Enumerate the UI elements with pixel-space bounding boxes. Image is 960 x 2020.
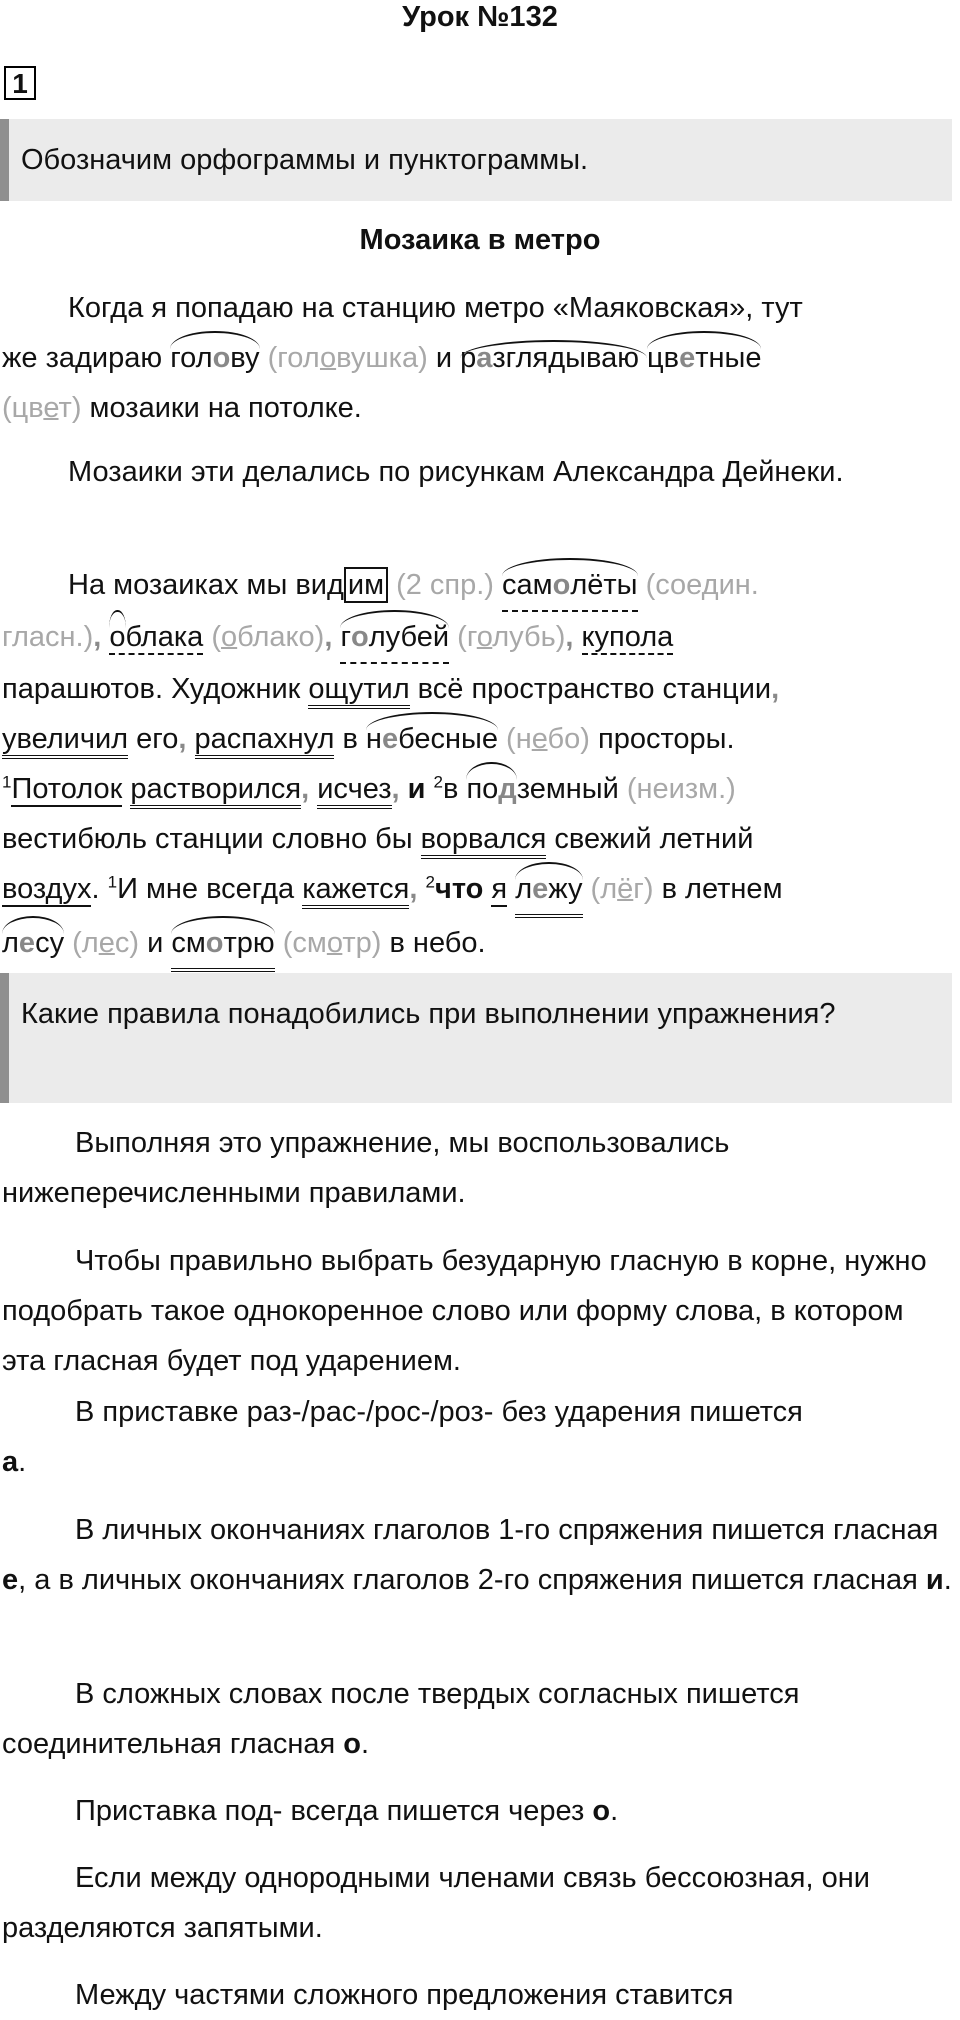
word-oshutil: ощутил: [308, 673, 409, 709]
text-paragraph-1: Когда я попадаю на станцию метро «Маяковская», тут же задираю голову (головушка) и разглядываю цветные (цвет) мозаики на потолке.: [2, 292, 803, 424]
rule-paragraph-8: Между частями сложного предложения ставится: [75, 1979, 734, 2011]
word-potolok: Потолок: [11, 773, 123, 805]
rule-paragraph-6: Приставка под- всегда пишется через о.: [75, 1795, 619, 1827]
exercise-number: 1: [4, 66, 36, 100]
word-raspahnul: распахнул: [195, 723, 335, 759]
rule-paragraph-1: Выполняя это упражнение, мы воспользовались нижеперечисленными правилами.: [2, 1127, 730, 1209]
word-vozduh: воздух: [2, 873, 92, 905]
word-uvelichil: увеличил: [2, 723, 128, 759]
rule-paragraph-4: В личных окончаниях глаголов 1-го спряжения пишется гласная е, а в личных окончаниях глаголов 2-го спряжения пишется гласная и.: [2, 1514, 952, 1596]
rule-paragraph-7: Если между однородными членами связь бессоюзная, они разделяются запятыми.: [2, 1862, 870, 1944]
task-2-text: Какие правила понадобились при выполнении упражнения?: [21, 998, 836, 1030]
word-tsvetnye: цветные: [647, 333, 761, 383]
rule-paragraph-2: Чтобы правильно выбрать безударную гласную в корне, нужно подобрать такое однокоренное слово или форму слова, в котором эта гласная будет под ударением.: [2, 1245, 927, 1377]
text-paragraph-3: На мозаиках мы вид им (2 спр.) самолёты (соедин. гласн.), облака (облако), голубей (голубь), купола парашютов. Художник ощутил всё пространство станции, увеличил его, распахнул в небесные (небо) просторы. $^1$Потолок растворился, исчез, и $^2$в подземный (неизм.) вестибюль станции словно бы ворвался свежий летний воздух. $^1$И мне всегда кажется, $^2$что я лежу (лёг) в летнем лесу (лес) и смотрю (смотр) в небо.: [2, 560, 952, 972]
word-vorvalsya: ворвался: [421, 823, 547, 859]
word-razglyadyvayu: разглядываю: [460, 342, 648, 374]
word-lezhu: лежу: [515, 864, 582, 918]
ending-box: им: [344, 567, 388, 603]
rule-paragraph-5: В сложных словах после твердых согласных пишется соединительная гласная о.: [2, 1678, 800, 1760]
word-smotryu: смотрю: [171, 918, 274, 972]
word-nebesnye: небесные: [366, 714, 498, 764]
word-ischez: исчез: [317, 773, 391, 809]
word-kazhetsya: кажется: [302, 873, 409, 909]
task-box-2: [0, 973, 952, 1103]
word-lesu: лесу: [2, 918, 64, 968]
word-kupola: купола: [581, 621, 674, 653]
task-box-1: [0, 119, 952, 201]
rule-paragraph-3: В приставке раз-/рас-/рос-/роз- без ударения пишется а.: [2, 1396, 803, 1478]
text-paragraph-2: Мозаики эти делались по рисункам Александра Дейнеки.: [68, 456, 844, 488]
lesson-title: Урок №132: [402, 1, 558, 33]
word-golubey: голубей: [340, 612, 449, 664]
word-rastvorilsya: растворился: [130, 773, 301, 809]
text-title: Мозаика в метро: [359, 224, 601, 256]
word-ya: я: [491, 873, 508, 905]
task-1-text: Обозначим орфограммы и пунктограммы.: [21, 144, 589, 176]
word-podzemny: подземный: [466, 773, 618, 805]
word-oblaka: облака: [109, 621, 203, 655]
word-golovu: голову: [170, 333, 259, 383]
word-samolety: самолёты: [502, 560, 637, 612]
